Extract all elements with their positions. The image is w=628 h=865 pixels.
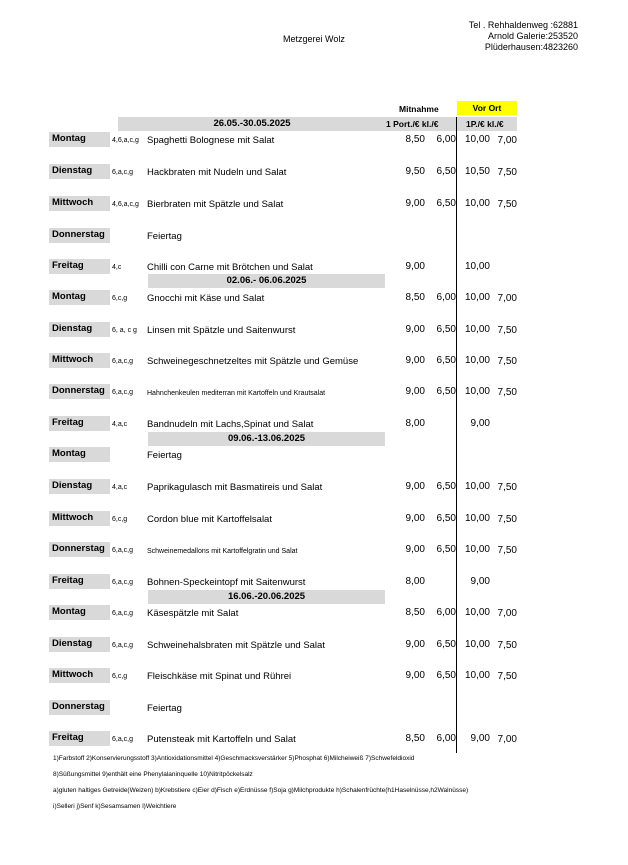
day-label: Donnerstag [49, 384, 110, 399]
allergen-codes: 6,c,g [112, 516, 128, 523]
contact-line: Arnold Galerie:253520 [487, 31, 578, 41]
price-mitnahme-portion: 8,50 [405, 134, 425, 145]
price-vor-ort-portion: 10,00 [464, 386, 490, 397]
price-vor-ort-small: 7,50 [497, 199, 517, 210]
price-vor-ort-small: 7,50 [497, 671, 517, 682]
price-mitnahme-portion: 9,00 [405, 481, 425, 492]
day-label: Mittwoch [49, 353, 110, 368]
price-vor-ort-portion: 10,00 [464, 513, 490, 524]
page-title: Metzgerei Wolz [283, 34, 345, 44]
day-label: Montag [49, 447, 110, 462]
day-label: Dienstag [49, 479, 110, 494]
price-mitnahme-small: 6,50 [436, 386, 456, 397]
price-vor-ort-small: 7,00 [497, 135, 517, 146]
price-vor-ort-small: 7,50 [497, 482, 517, 493]
dish-name: Schweinegeschnetzeltes mit Spätzle und Gemüse [147, 356, 359, 367]
price-mitnahme-portion: 9,00 [405, 544, 425, 555]
price-vor-ort-small: 7,50 [497, 167, 517, 178]
price-mitnahme-small: 6,00 [436, 733, 456, 744]
dish-name: Feiertag [147, 231, 182, 242]
dish-name: Fleischkäse mit Spinat und Rührei [147, 671, 292, 682]
mitnahme-subheader: 1 Port./€ kl./€ [386, 119, 439, 129]
allergen-codes: 6,c,g [112, 295, 128, 302]
dish-name: Bierbraten mit Spätzle und Salat [147, 199, 284, 210]
price-mitnahme-portion: 8,50 [405, 607, 425, 618]
price-mitnahme-small: 6,50 [436, 166, 456, 177]
day-label: Dienstag [49, 637, 110, 652]
price-vor-ort-portion: 10,00 [464, 355, 490, 366]
dish-name: Hahnchenkeulen mediterran mit Kartoffeln und Krautsalat [147, 390, 326, 397]
allergen-codes: 6,a,c,g [112, 579, 134, 586]
price-vor-ort-portion: 9,00 [470, 576, 490, 587]
allergen-codes: 6, a, c g [112, 327, 137, 334]
price-vor-ort-small: 7,50 [497, 640, 517, 651]
vor-ort-header: Vor Ort [457, 101, 517, 115]
dish-name: Schweinehalsbraten mit Spätzle und Salat [147, 640, 325, 651]
allergen-codes: 4,6,a,c,g [112, 201, 139, 208]
dish-name: Linsen mit Spätzle und Saitenwurst [147, 325, 296, 336]
week-range: 16.06.-20.06.2025 [148, 590, 385, 604]
dish-name: Bandnudeln mit Lachs,Spinat und Salat [147, 419, 314, 430]
price-mitnahme-portion: 9,00 [405, 198, 425, 209]
allergen-codes: 6,a,c,g [112, 642, 134, 649]
allergen-codes: 6,a,c,g [112, 547, 134, 554]
dish-name: Bohnen-Speckeintopf mit Saitenwurst [147, 577, 306, 588]
day-label: Dienstag [49, 322, 110, 337]
price-vor-ort-portion: 9,00 [470, 418, 490, 429]
vor-ort-subheader: 1P./€ kl./€ [466, 119, 504, 129]
price-vor-ort-small: 7,50 [497, 325, 517, 336]
price-vor-ort-small: 7,50 [497, 545, 517, 556]
contact-line: Tel . Rehhaldenweg :62881 [468, 20, 578, 30]
legend-line: i)Selleri j)Senf k)Sesamsamen l)Weichtiere [53, 803, 177, 810]
price-vor-ort-small: 7,50 [497, 387, 517, 398]
dish-name: Schweinemedallons mit Kartoffelgratin und Salat [147, 548, 298, 555]
column-divider [456, 117, 457, 753]
day-label: Donnerstag [49, 542, 110, 557]
week-range: 02.06.- 06.06.2025 [148, 274, 385, 288]
allergen-codes: 4,a,c [112, 421, 128, 428]
price-mitnahme-portion: 9,00 [405, 324, 425, 335]
day-label: Freitag [49, 731, 110, 746]
contact-line: Plüderhausen:4823260 [484, 42, 578, 52]
dish-name: Feiertag [147, 450, 182, 461]
day-label: Freitag [49, 574, 110, 589]
dish-name: Gnocchi mit Käse und Salat [147, 293, 265, 304]
contact-info [469, 20, 578, 53]
price-vor-ort-portion: 10,00 [464, 324, 490, 335]
day-label: Donnerstag [49, 228, 110, 243]
dish-name: Käsespätzle mit Salat [147, 608, 239, 619]
price-mitnahme-small: 6,50 [436, 670, 456, 681]
dish-name: Hackbraten mit Nudeln und Salat [147, 167, 287, 178]
dish-name: Feiertag [147, 703, 182, 714]
price-vor-ort-portion: 10,00 [464, 607, 490, 618]
day-label: Donnerstag [49, 700, 110, 715]
price-vor-ort-portion: 10,00 [464, 198, 490, 209]
allergen-codes: 6,a,c,g [112, 358, 134, 365]
price-vor-ort-small: 7,50 [497, 514, 517, 525]
price-mitnahme-small: 6,50 [436, 355, 456, 366]
price-vor-ort-portion: 10,00 [464, 639, 490, 650]
price-mitnahme-portion: 8,00 [405, 576, 425, 587]
legend-line: 8)Süßungsmittel 9)enthält eine Phenylalaninquelle 10)Nitritpöckelsalz [53, 771, 253, 778]
day-label: Dienstag [49, 164, 110, 179]
price-mitnahme-portion: 9,50 [405, 166, 425, 177]
day-label: Montag [49, 132, 110, 147]
price-mitnahme-small: 6,00 [436, 607, 456, 618]
allergen-codes: 4,c [112, 264, 122, 271]
price-vor-ort-portion: 9,00 [470, 733, 490, 744]
price-vor-ort-portion: 10,00 [464, 544, 490, 555]
price-mitnahme-portion: 9,00 [405, 261, 425, 272]
allergen-codes: 6,a,c,g [112, 389, 134, 396]
price-vor-ort-small: 7,00 [497, 608, 517, 619]
price-mitnahme-portion: 8,50 [405, 733, 425, 744]
price-mitnahme-small: 6,50 [436, 544, 456, 555]
price-vor-ort-portion: 10,00 [464, 134, 490, 145]
allergen-codes: 6,a,c,g [112, 610, 134, 617]
price-mitnahme-small: 6,50 [436, 198, 456, 209]
allergen-codes: 4,a,c [112, 484, 128, 491]
day-label: Mittwoch [49, 196, 110, 211]
allergen-codes: 4,6,a,c,g [112, 137, 139, 144]
allergen-codes: 6,a,c,g [112, 169, 134, 176]
price-mitnahme-portion: 9,00 [405, 355, 425, 366]
mitnahme-header: Mitnahme [399, 104, 439, 114]
price-mitnahme-small: 6,50 [436, 481, 456, 492]
day-label: Montag [49, 605, 110, 620]
week-range: 09.06.-13.06.2025 [148, 432, 385, 446]
allergen-codes: 6,c,g [112, 673, 128, 680]
price-mitnahme-portion: 9,00 [405, 513, 425, 524]
allergen-codes: 6,a,c,g [112, 736, 134, 743]
price-mitnahme-small: 6,50 [436, 324, 456, 335]
price-vor-ort-portion: 10,50 [464, 166, 490, 177]
day-label: Freitag [49, 259, 110, 274]
price-vor-ort-small: 7,50 [497, 356, 517, 367]
price-vor-ort-portion: 10,00 [464, 261, 490, 272]
price-vor-ort-small: 7,00 [497, 293, 517, 304]
week-range: 26.05.-30.05.2025 [213, 118, 291, 129]
day-label: Freitag [49, 416, 110, 431]
day-label: Montag [49, 290, 110, 305]
legend-line: a)gluten haltiges Getreide(Weizen) b)Krebstiere c)Eier d)Fisch e)Erdnüsse f)Soja g)Milchprodukte h)Schalenfrüchte(h1Haselnüsse,h2Walnüsse) [53, 787, 469, 794]
dish-name: Chilli con Carne mit Brötchen und Salat [147, 262, 313, 273]
day-label: Mittwoch [49, 668, 110, 683]
price-mitnahme-portion: 8,00 [405, 418, 425, 429]
price-mitnahme-portion: 9,00 [405, 386, 425, 397]
price-vor-ort-small: 7,00 [497, 734, 517, 745]
price-mitnahme-small: 6,00 [436, 134, 456, 145]
legend-line: 1)Farbstoff 2)Konservierungsstoff 3)Antioxidationsmittel 4)Geschmacksverstärker 5)Phosphat 6)Milcheiweiß 7)Schwefeldioxid [53, 755, 415, 762]
price-mitnahme-small: 6,50 [436, 513, 456, 524]
dish-name: Paprikagulasch mit Basmatireis und Salat [147, 482, 323, 493]
price-vor-ort-portion: 10,00 [464, 670, 490, 681]
dish-name: Putensteak mit Kartoffeln und Salat [147, 734, 296, 745]
price-mitnahme-portion: 9,00 [405, 639, 425, 650]
price-mitnahme-small: 6,50 [436, 639, 456, 650]
price-mitnahme-portion: 8,50 [405, 292, 425, 303]
day-label: Mittwoch [49, 511, 110, 526]
price-mitnahme-portion: 9,00 [405, 670, 425, 681]
price-mitnahme-small: 6,00 [436, 292, 456, 303]
price-vor-ort-portion: 10,00 [464, 481, 490, 492]
dish-name: Cordon blue mit Kartoffelsalat [147, 514, 272, 525]
price-vor-ort-portion: 10,00 [464, 292, 490, 303]
dish-name: Spaghetti Bolognese mit Salat [147, 135, 275, 146]
